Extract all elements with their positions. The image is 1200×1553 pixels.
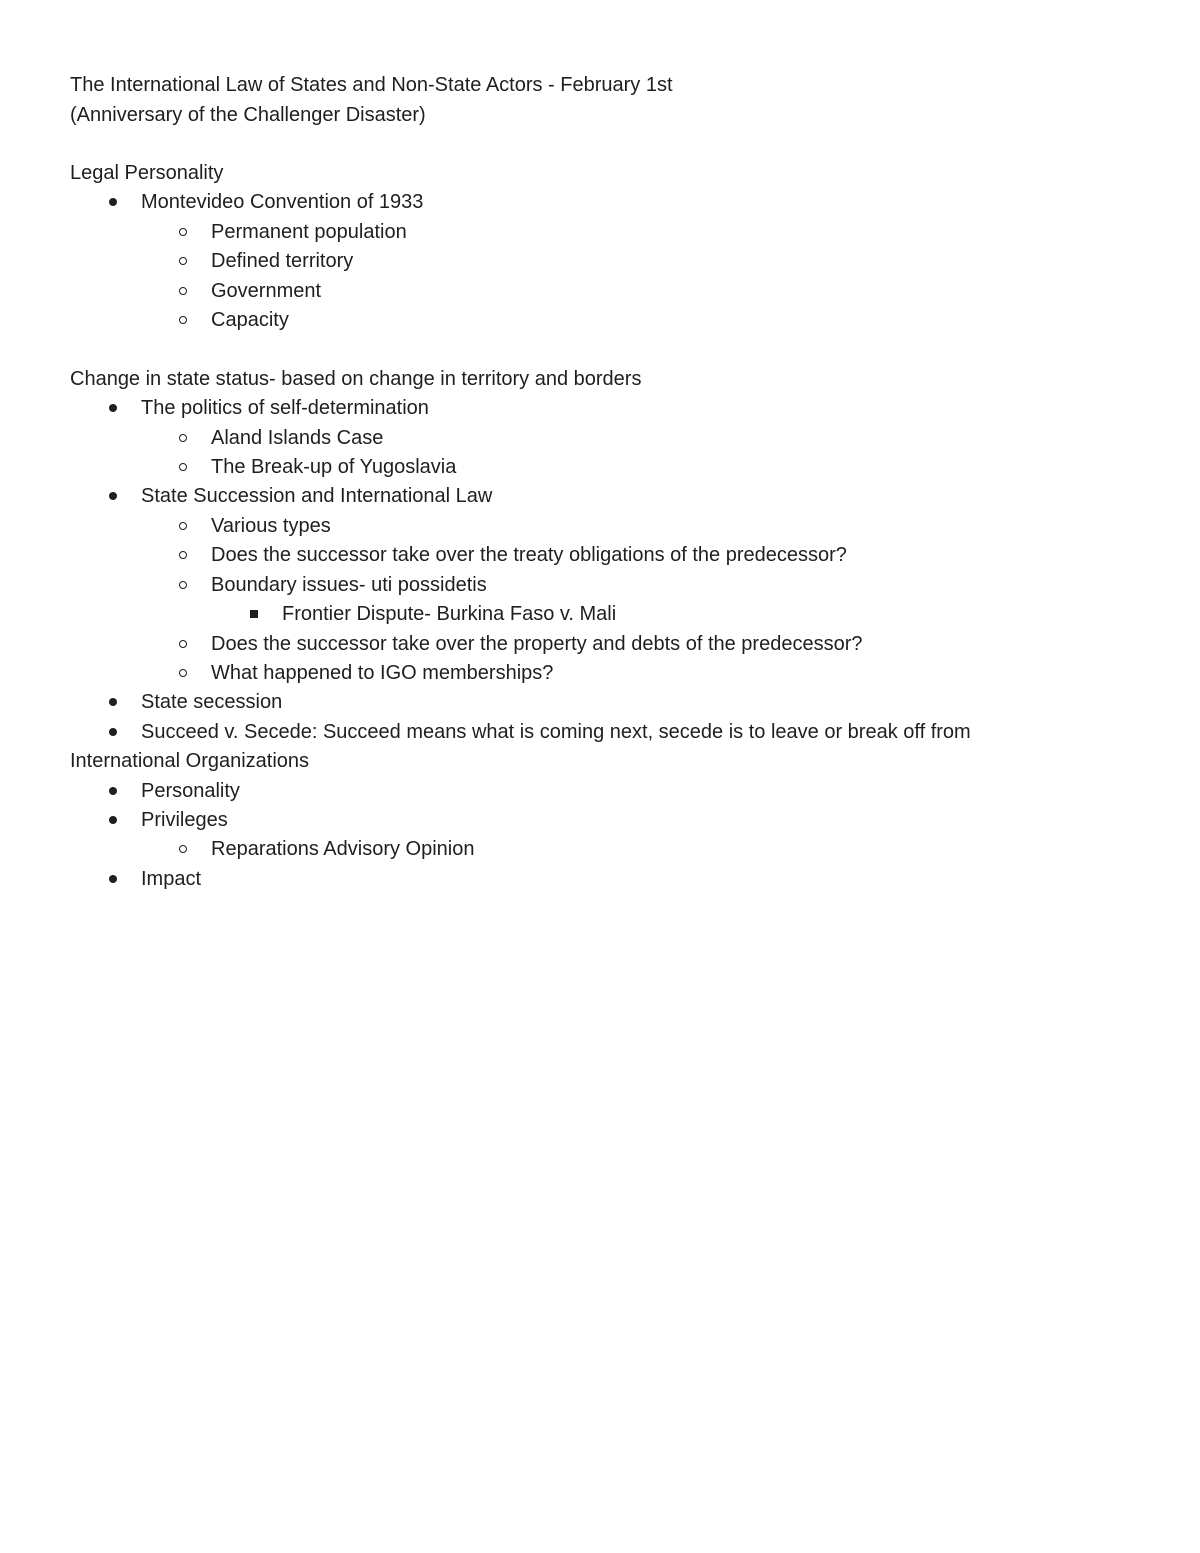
- list-item-privileges: Privileges: [141, 809, 228, 831]
- square-bullet-icon: [246, 602, 262, 626]
- section-heading-international-organizations: International Organizations: [70, 750, 310, 772]
- disc-bullet-icon: [105, 720, 121, 744]
- document-subtitle: (Anniversary of the Challenger Disaster): [70, 104, 426, 126]
- circle-bullet-icon: [175, 426, 191, 450]
- disc-bullet-icon: [105, 808, 121, 832]
- list-item-impact: Impact: [141, 868, 202, 890]
- circle-bullet-icon: [175, 543, 191, 567]
- section-heading-state-status: Change in state status- based on change in territory and borders: [70, 368, 642, 390]
- list-item-personality: Personality: [141, 780, 240, 802]
- disc-bullet-icon: [105, 396, 121, 420]
- list-item-criterion: Government: [211, 280, 322, 302]
- list-item-frontier-dispute: Frontier Dispute- Burkina Faso v. Mali: [282, 603, 617, 625]
- list-item-succession: State Succession and International Law: [141, 485, 493, 507]
- list-item-self-determination: The politics of self-determination: [141, 397, 429, 419]
- circle-bullet-icon: [175, 279, 191, 303]
- list-item-succeed-vs-secede: Succeed v. Secede: Succeed means what is coming next, secede is to leave or break off from: [141, 721, 971, 743]
- circle-bullet-icon: [175, 837, 191, 861]
- list-item: Does the successor take over the property and debts of the predecessor?: [211, 633, 863, 655]
- circle-bullet-icon: [175, 249, 191, 273]
- circle-bullet-icon: [175, 220, 191, 244]
- list-item: Various types: [211, 515, 331, 537]
- disc-bullet-icon: [105, 867, 121, 891]
- circle-bullet-icon: [175, 661, 191, 685]
- list-item: Boundary issues- uti possidetis: [211, 574, 487, 596]
- list-item: Does the successor take over the treaty obligations of the predecessor?: [211, 544, 847, 566]
- disc-bullet-icon: [105, 190, 121, 214]
- list-item-criterion: Defined territory: [211, 250, 354, 272]
- disc-bullet-icon: [105, 779, 121, 803]
- document-title: The International Law of States and Non-State Actors - February 1st: [70, 74, 673, 96]
- list-item: The Break-up of Yugoslavia: [211, 456, 457, 478]
- circle-bullet-icon: [175, 573, 191, 597]
- circle-bullet-icon: [175, 308, 191, 332]
- disc-bullet-icon: [105, 484, 121, 508]
- list-item: What happened to IGO memberships?: [211, 662, 554, 684]
- circle-bullet-icon: [175, 632, 191, 656]
- list-item-criterion: Permanent population: [211, 221, 407, 243]
- section-heading-legal-personality: Legal Personality: [70, 162, 224, 184]
- circle-bullet-icon: [175, 455, 191, 479]
- list-item-reparations: Reparations Advisory Opinion: [211, 838, 475, 860]
- list-item: Aland Islands Case: [211, 427, 384, 449]
- list-item-montevideo: Montevideo Convention of 1933: [141, 191, 424, 213]
- list-item-secession: State secession: [141, 691, 283, 713]
- circle-bullet-icon: [175, 514, 191, 538]
- list-item-criterion: Capacity: [211, 309, 289, 331]
- disc-bullet-icon: [105, 690, 121, 714]
